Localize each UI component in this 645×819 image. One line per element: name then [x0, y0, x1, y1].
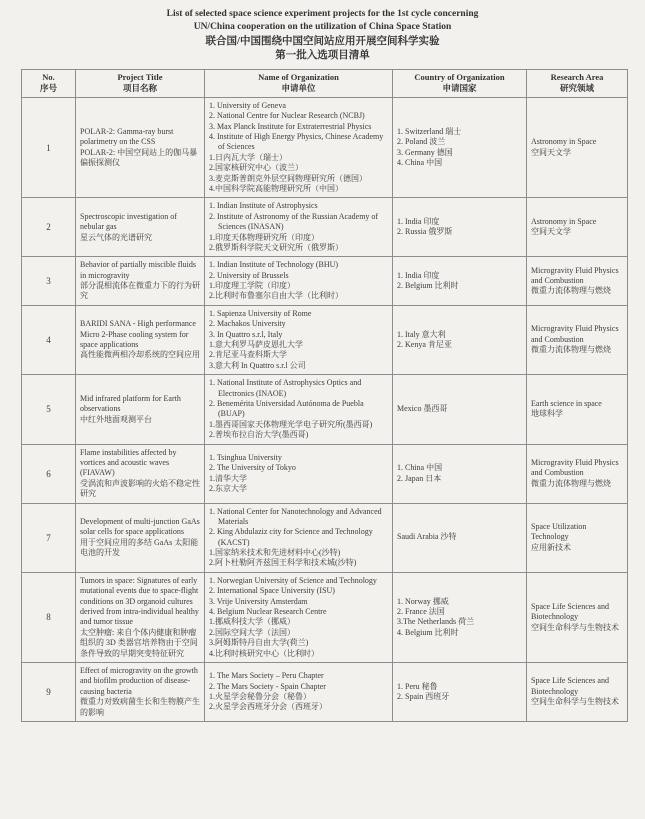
cell-line: 3. Vrije University Amsterdam	[209, 596, 308, 606]
cell-line: 2. National Centre for Nuclear Research (NCBJ)	[209, 111, 365, 121]
cell-line: Spectroscopic investigation of nebular gas	[80, 211, 177, 232]
cell-line: 2. King Abdulaziz city for Science and Technology (KACST)	[209, 527, 373, 547]
research-area-cell	[527, 198, 628, 257]
cell-line: 1. National Institute of Astrophysics Optics and Electronics (INAOE)	[209, 378, 362, 398]
cell-line: 2. University of Brussels	[209, 270, 289, 280]
header-organization	[205, 69, 393, 97]
cell-line: 太空肿瘤: 来自个体内健康和肿瘤组织的 3D 类器官培养物由于空间条件导致的早期突变特征研究	[80, 627, 198, 658]
cell-line: Behavior of partially miscible fluids in microgravity	[80, 260, 196, 280]
table-row	[22, 375, 628, 444]
row-number: 5	[22, 375, 76, 444]
table-row	[22, 97, 628, 198]
cell-line: 1. Italy 意大利	[397, 329, 446, 339]
project-title-cell	[76, 444, 205, 503]
cell-line: 2. The University of Tokyo	[209, 463, 296, 473]
page-title	[0, 8, 645, 63]
cell-line: 4. China 中国	[397, 157, 443, 167]
cell-line: 3.意大利 In Quattro s.r.l 公司	[209, 360, 306, 370]
table-row	[22, 444, 628, 503]
cell-line: 3. Max Planck Institute for Extraterrestrial Physics	[209, 121, 372, 131]
cell-line: 微重力对致病菌生长和生物膜产生的影响	[80, 697, 200, 717]
header-project-title	[76, 69, 205, 97]
cell-line: Mexico 墨西哥	[397, 404, 448, 414]
country-cell	[393, 662, 527, 721]
cell-line: 1.挪威科技大学（挪威）	[209, 617, 295, 627]
cell-line: Flame instabilities affected by vortices and acoustic waves (FIAVAW)	[80, 447, 177, 478]
cell-line: 部分混相流体在微重力下的行为研究	[80, 281, 200, 301]
header-research-area-en: Research Area	[550, 71, 604, 82]
cell-line: 1.墨西哥国家天体物理光学电子研究所(墨西哥)	[209, 419, 373, 429]
cell-line: Astronomy in Space	[531, 216, 597, 226]
cell-line: 2.阿卜杜勒阿齐兹国王科学和技术城(沙特)	[209, 558, 357, 568]
project-title-cell	[76, 305, 205, 374]
row-number: 8	[22, 572, 76, 662]
cell-line: 地球科学	[531, 409, 563, 419]
cell-line: 4.中国科学院高能物理研究所（中国）	[209, 183, 343, 193]
cell-line: 1. Switzerland 瑞士	[397, 126, 462, 136]
cell-line: 1. Tsinghua University	[209, 452, 282, 462]
table-row	[22, 662, 628, 721]
cell-line: 星云气体的光谱研究	[80, 232, 152, 242]
cell-line: 微重力流体物理与燃烧	[531, 478, 611, 488]
organization-cell	[205, 257, 393, 306]
cell-line: 微重力流体物理与燃烧	[531, 286, 611, 296]
organization-cell	[205, 503, 393, 572]
cell-line: 2.国家核研究中心（波兰）	[209, 163, 303, 173]
country-cell	[393, 503, 527, 572]
title-line-en-1: List of selected space science experiment projects for the 1st cycle concerning	[166, 9, 479, 19]
country-cell	[393, 198, 527, 257]
cell-line: 空间天文学	[531, 147, 571, 157]
country-cell	[393, 444, 527, 503]
cell-line: Space Life Sciences and Biotechnology	[531, 676, 609, 696]
country-cell	[393, 305, 527, 374]
row-number: 6	[22, 444, 76, 503]
cell-line: 2.比利时布鲁塞尔自由大学（比利时）	[209, 291, 343, 301]
cell-line: Tumors in space: Signatures of early mutational events due to space-flight conditions on 3D organoid cultures derived from intra-individual healthy and tumor tissue	[80, 575, 199, 627]
cell-line: Microgravity Fluid Physics and Combustion	[531, 457, 619, 478]
cell-line: Saudi Arabia 沙特	[397, 532, 457, 542]
cell-line: 2. Spain 西班牙	[397, 691, 450, 701]
cell-line: Earth science in space	[531, 399, 602, 408]
organization-cell	[205, 97, 393, 198]
project-title-cell	[76, 572, 205, 662]
table-body	[22, 97, 628, 721]
cell-line: 受涡流和声波影响的火焰不稳定性研究	[80, 478, 200, 499]
organization-cell	[205, 662, 393, 721]
country-cell	[393, 97, 527, 198]
cell-line: 2. Machakos University	[209, 319, 286, 329]
cell-line: 1. University of Geneva	[209, 100, 286, 110]
cell-line: 3. Germany 德国	[397, 147, 453, 157]
header-no	[22, 69, 76, 97]
table-row	[22, 257, 628, 306]
cell-line: 2.国际空间大学（法国）	[209, 627, 295, 637]
research-area-cell	[527, 662, 628, 721]
organization-cell	[205, 305, 393, 374]
cell-line: 2.东京大学	[209, 483, 247, 493]
header-country-zh: 申请国家	[442, 83, 477, 94]
research-area-cell	[527, 375, 628, 444]
title-line-zh-1: 联合国/中国围绕中国空间站应用开展空间科学实验	[205, 35, 440, 47]
research-area-cell	[527, 305, 628, 374]
cell-line: 1. Indian Institute of Technology (BHU)	[209, 260, 339, 270]
cell-line: 1. India 印度	[397, 216, 440, 226]
cell-line: 4. Belgium 比利时	[397, 627, 459, 637]
cell-line: 2.火星学会西班牙分会（西班牙）	[209, 702, 327, 712]
cell-line: 1. Sapienza University of Rome	[209, 308, 312, 318]
cell-line: 空间生命科学与生物技术	[531, 697, 619, 707]
table-row	[22, 198, 628, 257]
organization-cell	[205, 198, 393, 257]
cell-line: 2. Russia 俄罗斯	[397, 227, 453, 237]
cell-line: 用于空间应用的多结 GaAs 太阳能电池的开发	[80, 537, 199, 558]
row-number: 9	[22, 662, 76, 721]
cell-line: 1.印度理工学院（印度）	[209, 281, 295, 291]
table-header-row	[22, 69, 628, 97]
header-organization-en: Name of Organization	[258, 71, 339, 82]
cell-line: 2. Kenya 肯尼亚	[397, 340, 452, 350]
cell-line: BARIDI SANA - High performance Micro 2-Phase cooling system for space applications	[80, 319, 196, 350]
project-title-cell	[76, 662, 205, 721]
projects-table	[21, 69, 628, 722]
cell-line: Microgravity Fluid Physics and Combustion	[531, 324, 619, 344]
cell-line: 2. Poland 波兰	[397, 137, 446, 147]
header-no-zh: 序号	[39, 83, 57, 94]
cell-line: 1.清华大学	[209, 473, 247, 483]
organization-cell	[205, 572, 393, 662]
cell-line: 中红外地面观测平台	[80, 414, 152, 424]
cell-line: 1. Indian Institute of Astrophysics	[209, 201, 318, 211]
country-cell	[393, 375, 527, 444]
header-country	[393, 69, 527, 97]
project-title-cell	[76, 257, 205, 306]
cell-line: POLAR-2: Gamma-ray burst polarimetry on the CSS	[80, 126, 174, 147]
cell-line: 1.火星学会秘鲁分会（秘鲁）	[209, 691, 311, 701]
cell-line: 微重力流体物理与燃烧	[531, 345, 611, 355]
row-number: 2	[22, 198, 76, 257]
research-area-cell	[527, 503, 628, 572]
cell-line: 2. International Space University (ISU)	[209, 586, 335, 596]
row-number: 1	[22, 97, 76, 198]
cell-line: 2.俄罗斯科学院天文研究所（俄罗斯）	[209, 242, 343, 252]
cell-line: Space Utilization Technology	[531, 522, 587, 542]
title-line-zh-2: 第一批入选项目清单	[275, 50, 370, 62]
project-title-cell	[76, 503, 205, 572]
organization-cell	[205, 375, 393, 444]
cell-line: 3.The Netherlands 荷兰	[397, 617, 475, 627]
cell-line: 2. Institute of Astronomy of the Russian Academy of Sciences (INASAN)	[209, 211, 379, 232]
cell-line: 2. France 法国	[397, 607, 445, 617]
cell-line: 2. Benemérita Universidad Autónoma de Puebla (BUAP)	[209, 399, 364, 419]
cell-line: Effect of microgravity on the growth and biofilm production of disease-causing bacteria	[80, 665, 198, 696]
research-area-cell	[527, 572, 628, 662]
cell-line: 1.国家纳米技术和先进材料中心(沙特)	[209, 548, 341, 558]
cell-line: 3.麦克斯普朗克外层空间物理研究所（德国）	[209, 173, 367, 183]
cell-line: 1. Norway 挪威	[397, 596, 449, 606]
project-title-cell	[76, 97, 205, 198]
cell-line: 1. Norwegian University of Science and Technology	[209, 575, 377, 585]
country-cell	[393, 257, 527, 306]
cell-line: 2. The Mars Society - Spain Chapter	[209, 681, 326, 691]
country-cell	[393, 572, 527, 662]
cell-line: 空间天文学	[531, 227, 571, 237]
cell-line: 高性能微两相冷却系统的空间应用	[80, 350, 200, 360]
research-area-cell	[527, 97, 628, 198]
cell-line: 1. National Center for Nanotechnology and Advanced Materials	[209, 506, 382, 526]
cell-line: 2.普埃布拉自治大学(墨西哥)	[209, 430, 309, 440]
cell-line: 1.日内瓦大学（瑞士）	[209, 152, 287, 162]
cell-line: Astronomy in Space	[531, 137, 597, 147]
research-area-cell	[527, 257, 628, 306]
row-number: 3	[22, 257, 76, 306]
header-project-title-zh: 项目名称	[122, 83, 157, 94]
cell-line: 3. In Quattro s.r.l, Italy	[209, 329, 283, 339]
cell-line: 1. The Mars Society – Peru Chapter	[209, 671, 324, 681]
cell-line: 4. Belgium Nuclear Research Centre	[209, 607, 327, 617]
cell-line: Microgravity Fluid Physics and Combustion	[531, 265, 619, 285]
project-title-cell	[76, 375, 205, 444]
cell-line: 2. Belgium 比利时	[397, 281, 459, 291]
header-organization-zh: 申请单位	[281, 83, 316, 94]
table-row	[22, 305, 628, 374]
table-row	[22, 503, 628, 572]
cell-line: 1. India 印度	[397, 270, 440, 280]
cell-line: Development of multi-junction GaAs solar cells for space applications	[80, 516, 200, 537]
cell-line: 3.阿姆斯特丹自由大学(荷兰)	[209, 638, 309, 648]
row-number: 4	[22, 305, 76, 374]
project-title-cell	[76, 198, 205, 257]
cell-line: 4.比利时核研究中心（比利时）	[209, 648, 319, 658]
cell-line: 4. Institute of High Energy Physics, Chinese Academy of Sciences	[209, 132, 384, 152]
header-no-en: No.	[42, 71, 55, 82]
cell-line: 应用新技术	[531, 542, 571, 552]
cell-line: 空间生命科学与生物技术	[531, 622, 619, 632]
organization-cell	[205, 444, 393, 503]
cell-line: 2.肯尼亚马查科斯大学	[209, 350, 287, 360]
title-line-en-2: UN/China cooperation on the utilization of China Space Station	[193, 21, 452, 32]
header-project-title-en: Project Title	[117, 71, 163, 82]
header-country-en: Country of Organization	[414, 71, 505, 82]
cell-line: 1.意大利罗马萨皮恩扎大学	[209, 340, 303, 350]
table-row	[22, 572, 628, 662]
cell-line: POLAR-2: 中国空间站上的伽马暴偏振探测仪	[80, 147, 198, 167]
cell-line: 1. Peru 秘鲁	[397, 681, 438, 691]
row-number: 7	[22, 503, 76, 572]
cell-line: Mid infrared platform for Earth observations	[80, 393, 181, 414]
header-research-area	[527, 69, 628, 97]
header-research-area-zh: 研究领域	[559, 83, 594, 94]
cell-line: 1. China 中国	[397, 463, 443, 473]
cell-line: Space Life Sciences and Biotechnology	[531, 601, 609, 622]
research-area-cell	[527, 444, 628, 503]
cell-line: 1.印度天体物理研究所（印度）	[209, 232, 319, 242]
cell-line: 2. Japan 日本	[397, 473, 442, 483]
